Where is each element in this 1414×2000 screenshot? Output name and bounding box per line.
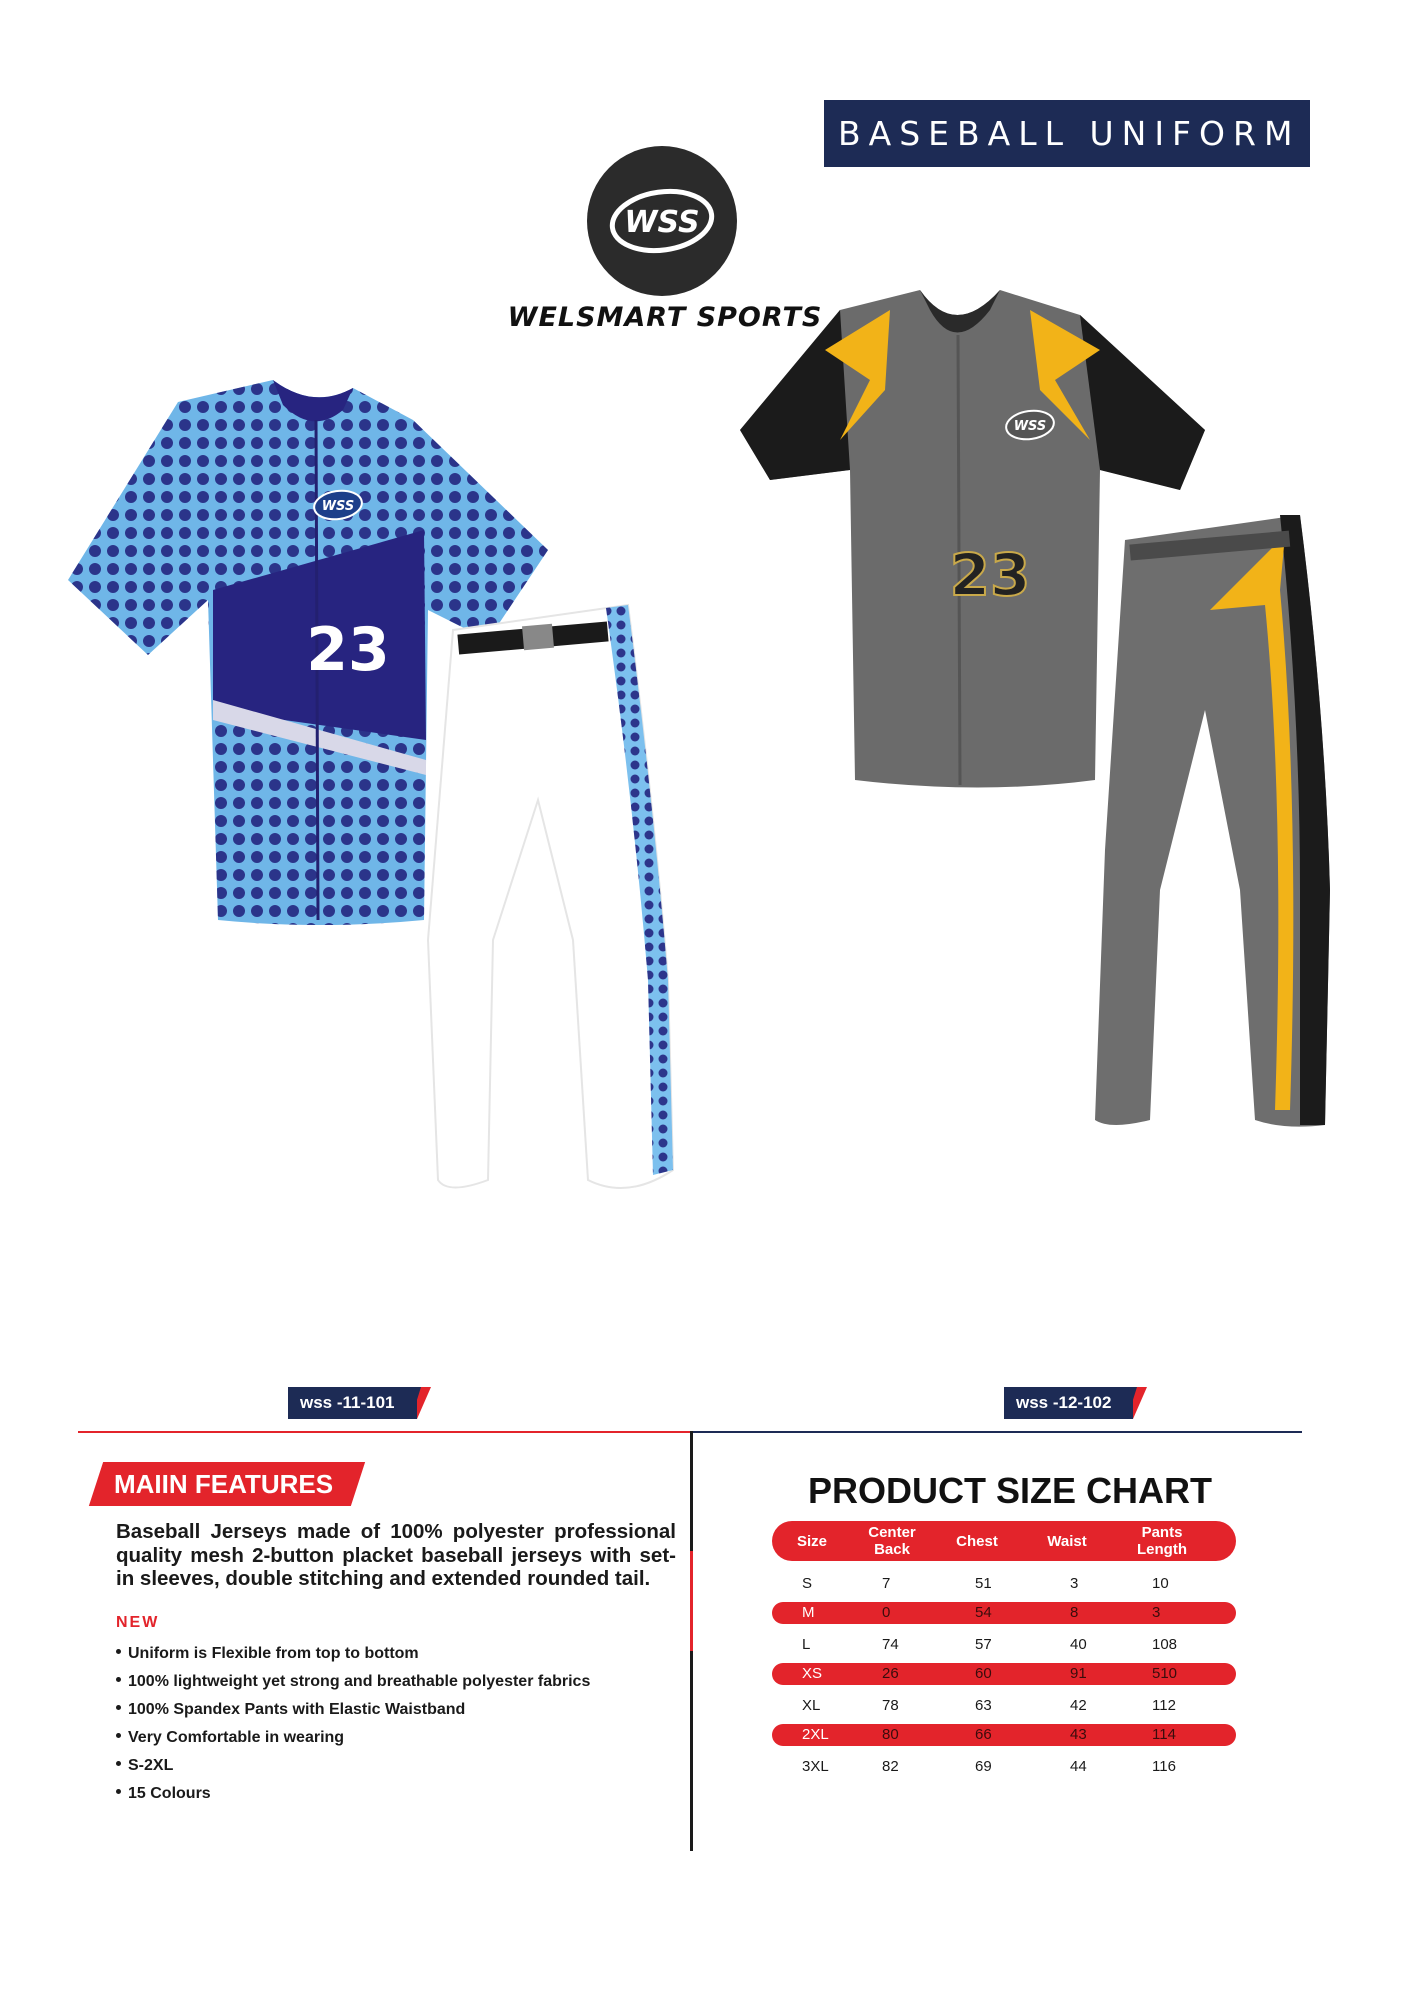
product-code-1-text: wss -11-101 [300, 1393, 395, 1412]
cell-size: M [802, 1604, 815, 1621]
size-row [772, 1724, 1236, 1746]
white-pants [428, 605, 673, 1188]
blue-jersey-logo: WSS [321, 499, 355, 514]
cell-chest: 57 [975, 1636, 992, 1653]
cell-waist: 3 [1070, 1575, 1079, 1592]
divider-navy [692, 1431, 1302, 1433]
header-center-back: Center Back [868, 1524, 916, 1558]
cell-center-back: 7 [882, 1575, 891, 1592]
cell-size: 3XL [802, 1758, 829, 1775]
cell-pants: 112 [1152, 1697, 1176, 1714]
cell-size: S [802, 1575, 813, 1592]
gray-jersey-logo: WSS [1013, 419, 1047, 434]
size-row [772, 1756, 1236, 1778]
size-chart-title: PRODUCT SIZE CHART [808, 1470, 1212, 1511]
cell-size: XS [802, 1665, 823, 1682]
new-badge: NEW [116, 1614, 160, 1631]
cell-size: L [802, 1636, 811, 1653]
svg-text:WSS: WSS [624, 205, 700, 240]
header-pants-length: Pants Length [1137, 1524, 1187, 1558]
cell-pants: 10 [1152, 1575, 1169, 1592]
header-waist: Waist [1047, 1532, 1087, 1550]
wss-logo-icon [587, 146, 737, 296]
column-divider-accent [690, 1551, 693, 1651]
cell-size: XL [802, 1697, 821, 1714]
size-row [772, 1663, 1236, 1685]
size-row [772, 1602, 1236, 1624]
feature-item: 100% lightweight yet strong and breathable polyester fabrics [116, 1668, 590, 1696]
title-banner [824, 100, 1310, 167]
cell-waist: 43 [1070, 1726, 1087, 1743]
cell-pants: 510 [1152, 1665, 1178, 1682]
cell-waist: 8 [1070, 1604, 1079, 1621]
blue-jersey-number: 23 [306, 615, 390, 685]
product-code-1 [288, 1387, 417, 1419]
brand-logo [587, 146, 737, 296]
feature-item: S-2XL [116, 1752, 590, 1780]
bullet-icon [116, 1761, 121, 1766]
bullet-icon [116, 1705, 121, 1710]
size-row [772, 1634, 1236, 1656]
header-chest: Chest [956, 1532, 998, 1550]
bullet-icon [116, 1649, 121, 1654]
bullet-icon [116, 1733, 121, 1738]
cell-chest: 51 [975, 1575, 992, 1592]
gray-jersey-number: 23 [949, 541, 1031, 609]
code-2-accent-fill [1127, 1387, 1137, 1419]
cell-center-back: 74 [882, 1636, 899, 1653]
product-code-2-text: wss -12-102 [1016, 1393, 1112, 1412]
divider-red [78, 1431, 692, 1433]
cell-waist: 91 [1070, 1665, 1087, 1682]
size-row [772, 1573, 1236, 1595]
cell-pants: 3 [1152, 1604, 1161, 1621]
bullet-icon [116, 1677, 121, 1682]
features-heading: MAIIN FEATURES [114, 1469, 334, 1499]
cell-chest: 54 [975, 1604, 992, 1621]
cell-pants: 114 [1152, 1726, 1176, 1743]
cell-pants: 108 [1152, 1636, 1178, 1653]
cell-chest: 60 [975, 1665, 992, 1682]
brand-name: WELSMART SPORTS [507, 302, 823, 333]
size-row [772, 1695, 1236, 1717]
bullet-icon [116, 1789, 121, 1794]
cell-waist: 44 [1070, 1758, 1087, 1775]
uniform-blue-image [68, 380, 688, 1240]
feature-item: Very Comfortable in wearing [116, 1724, 590, 1752]
features-list [116, 1640, 590, 1808]
gray-pants [1095, 515, 1330, 1127]
size-chart-header [772, 1521, 1236, 1561]
feature-item: Uniform is Flexible from top to bottom [116, 1640, 590, 1668]
uniform-gray-image [740, 290, 1340, 1140]
cell-center-back: 0 [882, 1604, 891, 1621]
cell-chest: 69 [975, 1758, 992, 1775]
cell-size: 2XL [802, 1726, 829, 1743]
cell-chest: 63 [975, 1697, 992, 1714]
cell-center-back: 82 [882, 1758, 899, 1775]
features-description: Baseball Jerseys made of 100% polyester professional quality mesh 2-button placket baseball jerseys with set-in sleeves, double stitching and extended rounded tail. [116, 1520, 676, 1590]
cell-chest: 66 [975, 1726, 992, 1743]
product-code-2 [1004, 1387, 1133, 1419]
cell-center-back: 26 [882, 1665, 899, 1682]
code-1-accent-fill [411, 1387, 421, 1419]
cell-waist: 40 [1070, 1636, 1087, 1653]
page-title: BASEBALL UNIFORM [838, 114, 1301, 153]
cell-waist: 42 [1070, 1697, 1087, 1714]
cell-center-back: 80 [882, 1726, 899, 1743]
header-size: Size [796, 1532, 827, 1550]
feature-item: 100% Spandex Pants with Elastic Waistband [116, 1696, 590, 1724]
feature-item: 15 Colours [116, 1780, 590, 1808]
cell-center-back: 78 [882, 1697, 899, 1714]
cell-pants: 116 [1152, 1758, 1176, 1775]
